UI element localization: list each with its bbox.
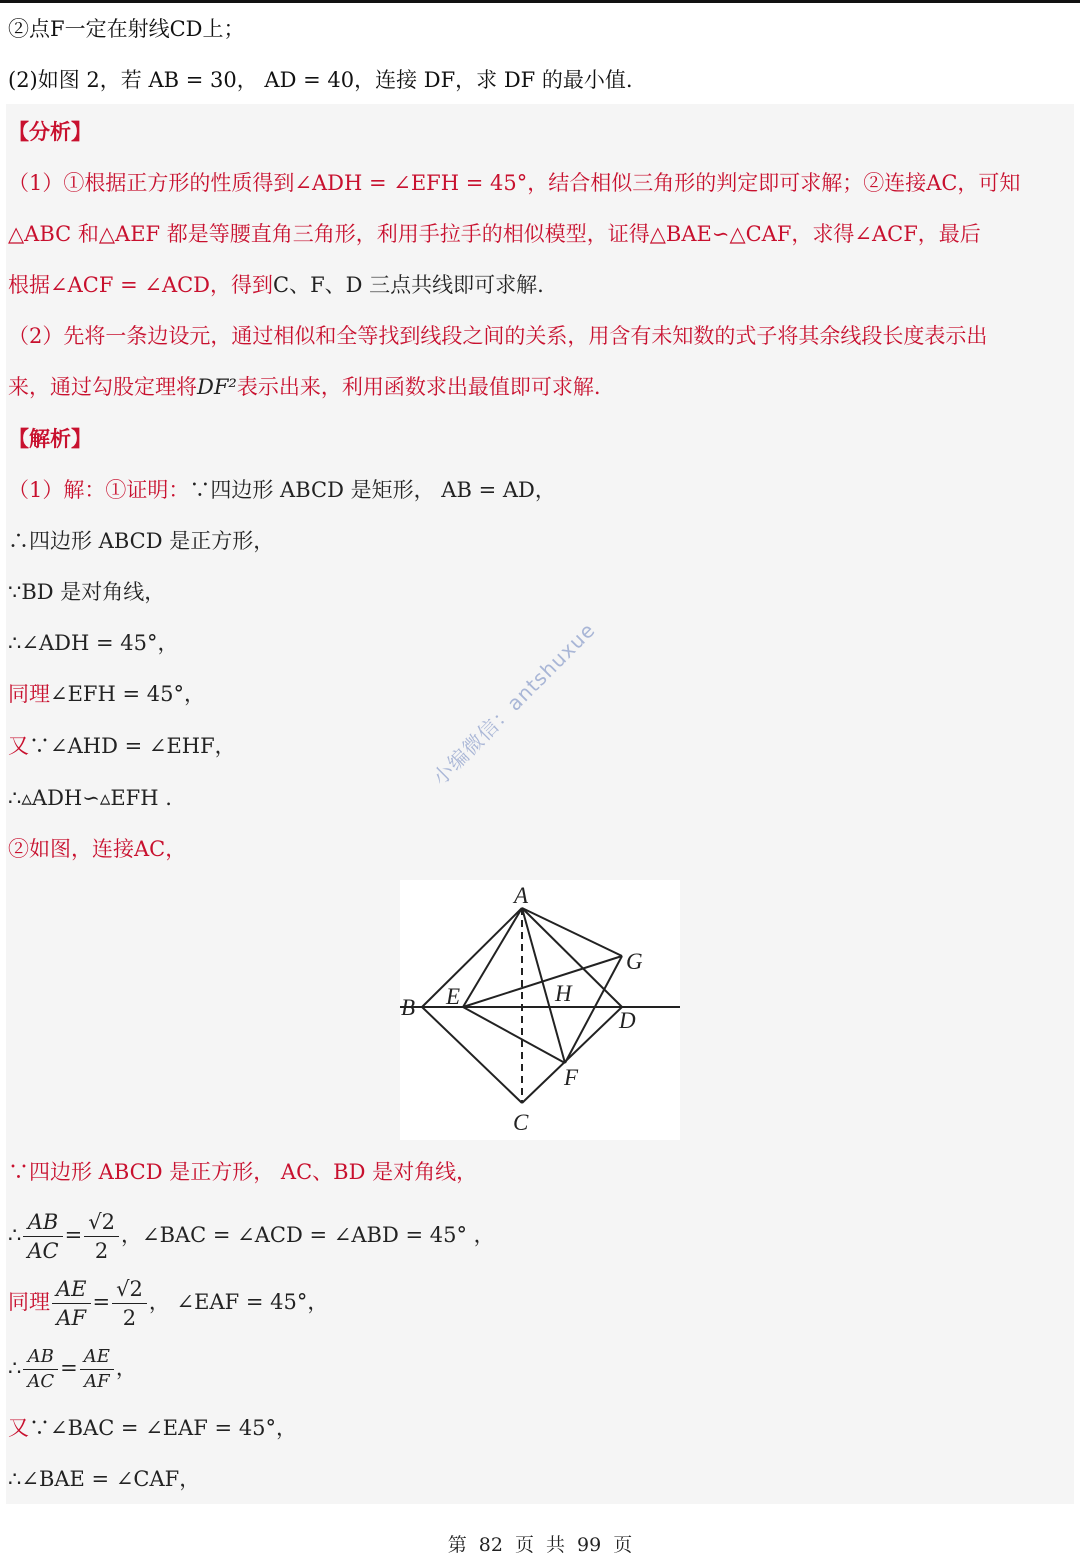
solution-line-6-dark: ∵∠AHD = ∠EHF， <box>29 734 236 758</box>
s12-num2: AE <box>80 1345 114 1370</box>
s12-num1: AB <box>23 1345 58 1370</box>
solution-line-3: ∵BD 是对角线， <box>8 580 166 604</box>
solution-line-6-red: 又 <box>8 734 29 758</box>
s12-eq: = <box>60 1356 78 1380</box>
fraction-sqrt2-2 <box>84 1208 119 1265</box>
label-d: D <box>619 1008 636 1033</box>
label-h: H <box>555 981 572 1006</box>
s10-num1: AB <box>23 1208 62 1237</box>
solution-line-14: ∴∠BAE = ∠CAF， <box>8 1467 201 1491</box>
analysis-p1-line3-red: 根据∠ACF = ∠ACD，得到 <box>8 273 274 297</box>
label-b: B <box>401 995 416 1020</box>
label-f: F <box>564 1065 579 1090</box>
label-e: E <box>446 984 461 1009</box>
solution-heading: 【解析】 <box>8 426 92 451</box>
s10-den1: AC <box>27 1239 59 1263</box>
s10-den2: 2 <box>94 1239 109 1263</box>
solution-line-5-red: 同理 <box>8 682 50 706</box>
analysis-p1-line1: （1）①根据正方形的性质得到∠ADH = ∠EFH = 45°，结合相似三角形的判定即可求解；②连接AC，可知 <box>8 171 1021 195</box>
solution-line-11 <box>8 1274 328 1332</box>
analysis-p1-line3 <box>8 270 544 300</box>
s12-den2: AF <box>84 1371 110 1392</box>
analysis-p1-line2: △ABC 和△AEF 都是等腰直角三角形，利用手拉手的相似模型，证得△BAE∽△CAF，求得∠ACF，最后 <box>8 222 981 246</box>
s13-red: 又 <box>8 1416 29 1440</box>
geometry-figure <box>400 880 680 1140</box>
watermark: 小编微信：antshuxue <box>427 617 600 790</box>
s11-den2: 2 <box>122 1306 137 1330</box>
page-footer <box>0 1530 1080 1557</box>
fraction-ab-ac-small <box>23 1345 58 1394</box>
fraction-ae-af-small <box>80 1345 114 1394</box>
segment-ag <box>522 908 622 956</box>
s10-pre: ∴ <box>8 1223 22 1247</box>
solution-line-10 <box>8 1207 495 1265</box>
solution-line-1 <box>8 475 556 505</box>
fraction-ae-af <box>52 1275 91 1332</box>
label-c: C <box>513 1110 529 1135</box>
s13-dark: ∵∠BAC = ∠EAF = 45°， <box>29 1416 298 1440</box>
geometry-figure-svg <box>400 880 680 1140</box>
footer-total-unit: 页 <box>613 1534 633 1556</box>
s11-post: ， ∠EAF = 45°， <box>148 1290 329 1314</box>
analysis-p2-line2 <box>8 372 601 402</box>
footer-page-unit: 页 <box>514 1534 534 1556</box>
s12-den1: AC <box>27 1371 55 1392</box>
analysis-p1-line3-dark: C、F、D 三点共线即可求解. <box>273 273 544 297</box>
side-bc <box>422 1007 522 1103</box>
s11-num1: AE <box>52 1275 91 1304</box>
footer-page-word: 第 <box>447 1534 467 1556</box>
analysis-p2-post: 表示出来，利用函数求出最值即可求解. <box>236 375 601 399</box>
solution-line-1-dark: ∵四边形 ABCD 是矩形， AB = AD， <box>189 478 556 502</box>
fraction-sqrt2-2b <box>112 1275 147 1332</box>
analysis-p2-line1: （2）先将一条边设元，通过相似和全等找到线段之间的关系，用含有未知数的式子将其余线段长度表示出 <box>8 324 988 348</box>
solution-line-1-red: （1）解：①证明： <box>8 478 190 502</box>
s12-pre: ∴ <box>8 1356 22 1380</box>
footer-total-word: 共 <box>546 1534 566 1556</box>
top-rule <box>0 0 1080 3</box>
s10-eq: = <box>64 1223 83 1247</box>
s11-eq: = <box>92 1290 111 1314</box>
s11-num2: √2 <box>112 1275 147 1304</box>
fraction-ab-ac <box>23 1208 62 1265</box>
side-ad <box>522 908 622 1007</box>
s12-post: ， <box>115 1356 137 1380</box>
analysis-p2-pre: 来，通过勾股定理将 <box>8 375 197 399</box>
solution-line-4: ∴∠ADH = 45°， <box>8 631 179 655</box>
analysis-heading: 【分析】 <box>8 119 92 144</box>
solution-line-9 <box>8 1157 477 1187</box>
analysis-p2-df: DF² <box>197 375 237 399</box>
footer-total-num: 99 <box>577 1534 602 1556</box>
solution-line-13 <box>8 1413 297 1443</box>
s11-den1: AF <box>56 1306 87 1330</box>
solution-line-12 <box>8 1342 137 1394</box>
solution-line-8: ②如图，连接AC， <box>8 837 187 861</box>
s11-red: 同理 <box>8 1290 50 1314</box>
s10-post: ，∠BAC = ∠ACD = ∠ABD = 45° ， <box>120 1223 495 1247</box>
solution-line-5 <box>8 679 205 709</box>
label-g: G <box>626 949 643 974</box>
solution-line-5-dark: ∠EFH = 45°， <box>50 682 205 706</box>
segment-ef <box>463 1007 565 1063</box>
solution-line-9-text: ∵四边形 ABCD 是正方形， AC、BD 是对角线， <box>8 1160 478 1184</box>
solution-line-6 <box>8 731 236 761</box>
footer-page-num: 82 <box>478 1534 503 1556</box>
s10-num2: √2 <box>84 1208 119 1237</box>
label-a: A <box>514 883 529 908</box>
intro-line-1: ②点F一定在射线CD上； <box>8 17 245 41</box>
solution-line-7: ∴▵ADH∽▵EFH . <box>8 786 172 810</box>
intro-line-2: (2)如图 2，若 AB = 30， AD = 40，连接 DF，求 DF 的最小值. <box>8 68 633 92</box>
solution-line-2: ∴四边形 ABCD 是正方形， <box>8 529 275 553</box>
